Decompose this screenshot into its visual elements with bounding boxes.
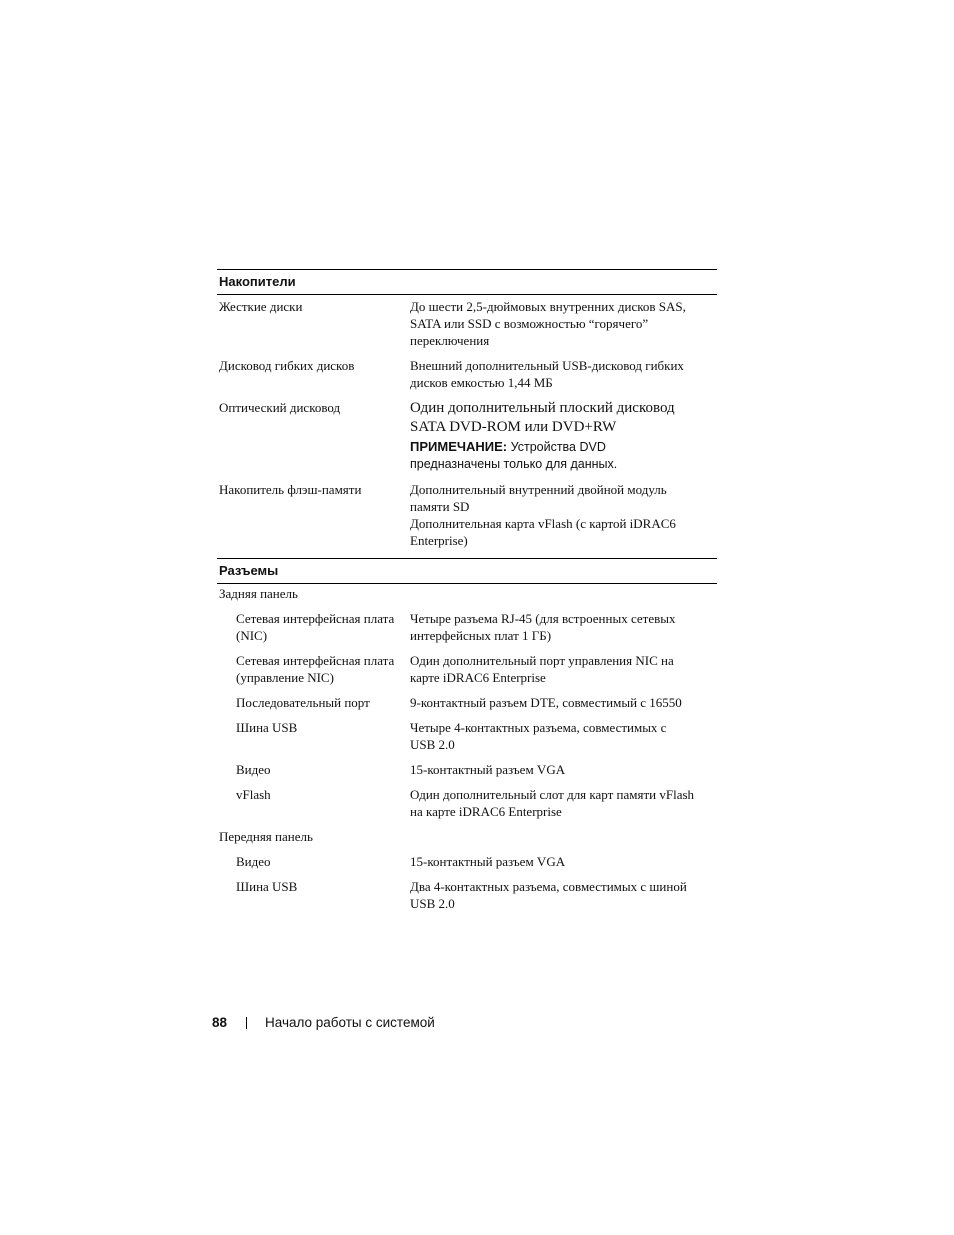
- spec-row-video-rear: [217, 761, 717, 778]
- key-line: Сетевая интерфейсная плата: [236, 611, 395, 626]
- note: [410, 438, 717, 473]
- key-line: (NIC): [236, 628, 268, 643]
- value-line: Четыре 4-контактных разъема, совместимых с: [410, 720, 667, 735]
- spec-key: Дисковод гибких дисков: [219, 358, 355, 373]
- spec-value: [410, 878, 717, 912]
- spec-key: [217, 878, 410, 912]
- spec-row-nic: [217, 610, 717, 644]
- value-line: До шести 2,5-дюймовых внутренних дисков SAS,: [410, 299, 686, 314]
- spec-row-floppy: [217, 357, 717, 391]
- value-line: карте iDRAC6 Enterprise: [410, 670, 546, 685]
- key-line: Видео: [236, 762, 271, 777]
- connectors-section: [217, 558, 717, 912]
- footer-title: Начало работы с системой: [265, 1015, 435, 1030]
- spec-value: [410, 719, 717, 753]
- spec-row-video-front: [217, 853, 717, 870]
- spec-key: Оптический дисковод: [219, 400, 341, 415]
- value-line: Дополнительная карта vFlash (с картой iDRAC6: [410, 516, 676, 531]
- value-line: памяти SD: [410, 499, 470, 514]
- note-label: ПРИМЕЧАНИЕ:: [410, 439, 508, 454]
- spec-key: [217, 761, 410, 778]
- value-line: USB 2.0: [410, 896, 455, 911]
- value-line: Дополнительный внутренний двойной модуль: [410, 482, 667, 497]
- key-line: Сетевая интерфейсная плата: [236, 653, 395, 668]
- value-line: SATA или SSD с возможностью “горячего”: [410, 316, 649, 331]
- page-number: 88: [212, 1015, 228, 1030]
- key-line: Шина USB: [236, 720, 298, 735]
- subheading-rear-panel: Задняя панель: [219, 586, 298, 601]
- spec-row-flash: [217, 481, 717, 549]
- value-line: 15-контактный разъем VGA: [410, 762, 566, 777]
- spec-key: Накопитель флэш-памяти: [219, 482, 362, 497]
- key-line: Последовательный порт: [236, 695, 370, 710]
- page-footer: [212, 1015, 435, 1030]
- spec-value: [410, 652, 717, 686]
- spec-key: [217, 786, 410, 820]
- value-line: Enterprise): [410, 533, 468, 548]
- value-line: Четыре разъема RJ-45 (для встроенных сетевых: [410, 611, 676, 626]
- value-line: на карте iDRAC6 Enterprise: [410, 804, 562, 819]
- value-line: переключения: [410, 333, 490, 348]
- spec-value: [410, 399, 717, 473]
- value-line: 9-контактный разъем DTE, совместимый с 16550: [410, 695, 682, 710]
- spec-row-vflash: [217, 786, 717, 820]
- spec-key: [217, 719, 410, 753]
- spec-key: [217, 652, 410, 686]
- spec-value: [410, 298, 717, 349]
- key-line: Видео: [236, 854, 271, 869]
- spec-row-nic-management: [217, 652, 717, 686]
- key-line: (управление NIC): [236, 670, 334, 685]
- note-text: предназначены только для данных.: [410, 457, 618, 471]
- value-line: Два 4-контактных разъема, совместимых с шиной: [410, 879, 687, 894]
- subheading-front-panel: Передняя панель: [219, 829, 313, 844]
- spec-row-hard-drives: [217, 298, 717, 349]
- section-heading-connectors: Разъемы: [217, 558, 717, 584]
- value-line: Один дополнительный порт управления NIC на: [410, 653, 674, 668]
- spec-key: [217, 610, 410, 644]
- value-line: SATA DVD-ROM или DVD+RW: [410, 419, 617, 435]
- spec-value: [410, 761, 717, 778]
- spec-row-usb-front: [217, 878, 717, 912]
- value-line: Внешний дополнительный USB-дисковод гибких: [410, 358, 684, 373]
- spec-value: [410, 357, 717, 391]
- value-line: Один дополнительный плоский дисковод: [410, 400, 675, 416]
- key-line: vFlash: [236, 787, 271, 802]
- spec-key: [217, 694, 410, 711]
- note-text: Устройства DVD: [510, 440, 606, 454]
- value-line: дисков емкостью 1,44 МБ: [410, 375, 553, 390]
- spec-row-optical: [217, 399, 717, 473]
- section-heading-storage: Накопители: [217, 269, 717, 295]
- key-line: Шина USB: [236, 879, 298, 894]
- value-line: USB 2.0: [410, 737, 455, 752]
- spec-value: [410, 853, 717, 870]
- value-line: 15-контактный разъем VGA: [410, 854, 566, 869]
- spec-row-usb-rear: [217, 719, 717, 753]
- footer-divider: [246, 1017, 247, 1029]
- spec-key: Жесткие диски: [219, 299, 303, 314]
- spec-value: [410, 610, 717, 644]
- spec-key: [217, 853, 410, 870]
- spec-row-serial: [217, 694, 717, 711]
- spec-value: [410, 481, 717, 549]
- spec-value: [410, 786, 717, 820]
- storage-section: [217, 269, 717, 549]
- spec-value: [410, 694, 717, 711]
- value-line: интерфейсных плат 1 ГБ): [410, 628, 552, 643]
- value-line: Один дополнительный слот для карт памяти vFlash: [410, 787, 695, 802]
